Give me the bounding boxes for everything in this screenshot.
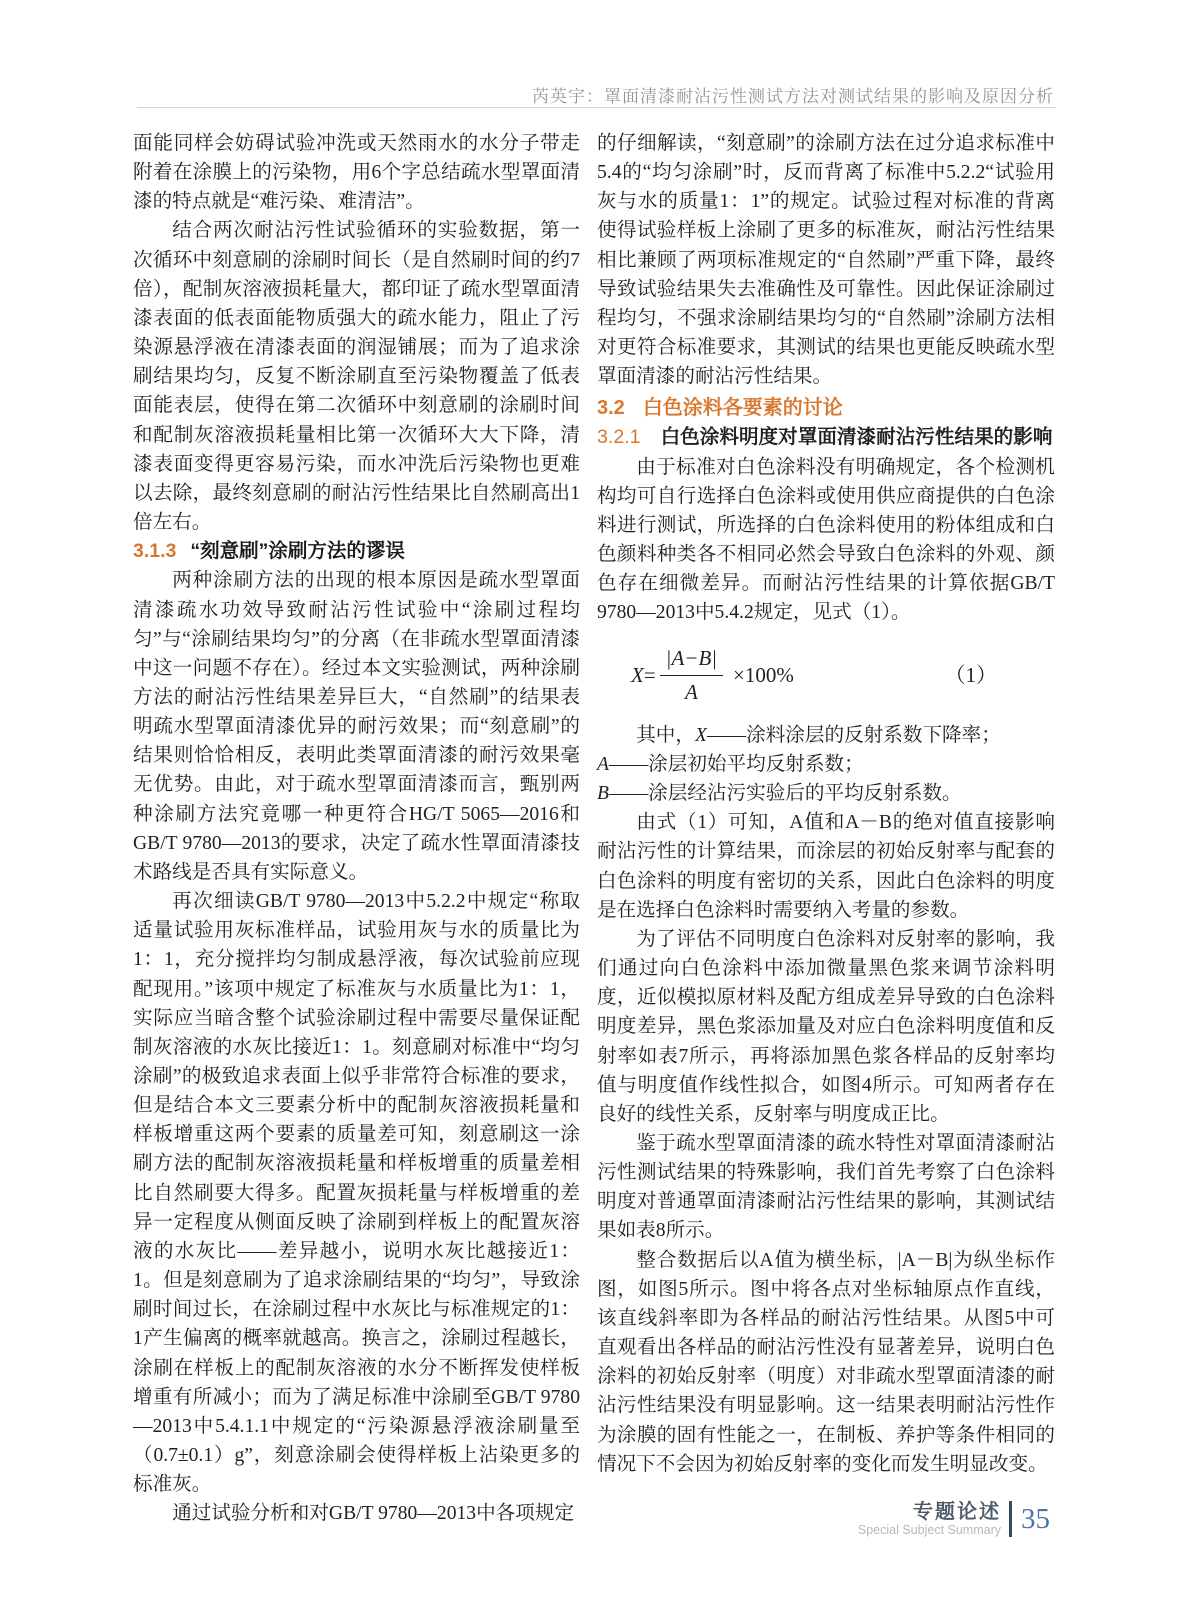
section-title: 白色涂料明度对罩面清漆耐沾污性结果的影响 [660,427,1053,449]
formula-definition-line [597,750,1055,779]
equation-multiplier: ×100% [733,662,794,687]
definition-variable: B [597,783,609,805]
header-rule [137,107,1056,108]
section-heading-3-1-3 [133,537,580,566]
section-number: 3.2 [597,397,625,420]
equation-1 [597,644,1055,707]
definition-prefix: 其中， [636,724,695,746]
paragraph: 由于标准对白色涂料没有明确规定，各个检测机构均可自行选择白色涂料或使用供应商提供的白色涂料进行测试，所选择的白色涂料使用的粉体组成和白色颜料种类各不相同必然会导致白色涂料的外观、颜色存在细微差异。而耐沾污性结果的计算依据GB/T 9780—2013中5.4.2规定，见式（1）。 [597,456,1055,624]
definition-text: ——涂层初始平均反射系数； [608,753,864,775]
footer-divider-bar [1009,1501,1012,1537]
left-column [133,129,580,1529]
footer-section-labels [858,1501,1001,1538]
formula-definition-line [597,779,1055,808]
definition-variable: X [694,724,707,746]
fraction-numerator: |A−B| [660,644,723,676]
definition-variable: A [597,753,609,775]
equation-label: （1） [944,662,997,687]
section-title: “刻意刷”涂刷方法的谬误 [190,540,405,563]
section-number: 3.2.1 [597,426,641,449]
footer-section-name-cn: 专题论述 [913,1501,1001,1523]
section-heading-3-2-1 [597,423,1055,452]
paragraph: 由式（1）可知，A值和A－B的绝对值直接影响耐沾污性的计算结果，而涂层的初始反射率与配套的白色涂料的明度有密切的关系，因此白色涂料的明度是在选择白色涂料时需要纳入考量的参数。 [597,812,1055,921]
paragraph: 通过试验分析和对GB/T 9780—2013中各项规定 [172,1503,575,1525]
right-column [597,129,1055,1479]
paragraph: 的仔细解读，“刻意刷”的涂刷方法在过分追求标准中5.4的“均匀涂刷”时，反而背离了标准中5.2.2“试验用灰与水的质量1：1”的规定。试验过程对标准的背离使得试验样板上涂刷了更多的标准灰，耐沾污性结果相比兼顾了两项标准规定的“自然刷”严重下降，最终导致试验结果失去准确性及可靠性。因此保证涂刷过程均匀，不强求涂刷结果均匀的“自然刷”涂刷方法相对更符合标准要求，其测试的结果也更能反映疏水型罩面清漆的耐沾污性结果。 [597,133,1055,388]
equation-equals: = [643,662,656,687]
footer-section-name-en: Special Subject Summary [857,1523,1001,1537]
paragraph: 结合两次耐沾污性试验循环的实验数据，第一次循环中刻意刷的涂刷时间长（是自然刷时间的约7倍），配制灰溶液损耗量大，都印证了疏水型罩面清漆表面的低表面能物质强大的疏水能力，阻止了污染源悬浮液在清漆表面的润湿铺展；而为了追求涂刷结果均匀，反复不断涂刷直至污染物覆盖了低表面能表层，使得在第二次循环中刻意刷的涂刷时间和配制灰溶液损耗量相比第一次循环大大下降，清漆表面变得更容易污染，而水冲洗后污染物也更难以去除，最终刻意刷的耐沾污性结果比自然刷高出1倍左右。 [133,220,580,534]
paragraph: 鉴于疏水型罩面清漆的疏水特性对罩面清漆耐沾污性测试结果的特殊影响，我们首先考察了白色涂料明度对普通罩面清漆耐沾污性结果的影响，其测试结果如表8所示。 [597,1133,1055,1242]
page-number: 35 [1021,1503,1050,1535]
running-header-title: 芮英宇：罩面清漆耐沾污性测试方法对测试结果的影响及原因分析 [532,87,1054,106]
section-title: 白色涂料各要素的讨论 [642,397,843,420]
paragraph: 为了评估不同明度白色涂料对反射率的影响，我们通过向白色涂料中添加微量黑色浆来调节涂料明度，近似模拟原材料及配方组成差异导致的白色涂料明度差异，黑色浆添加量及对应白色涂料明度值和反射率如表7所示，再将添加黑色浆各样品的反射率均值与明度值作线性拟合，如图4所示。可知两者存在良好的线性关系，反射率与明度成正比。 [597,928,1055,1125]
definition-text: ——涂料涂层的反射系数下降率； [706,724,1001,746]
fraction-denominator: A [684,679,698,704]
paragraph: 面能同样会妨碍试验冲洗或天然雨水的水分子带走附着在涂膜上的污染物，用6个字总结疏水型罩面清漆的特点就是“难污染、难清洁”。 [133,133,580,213]
paragraph: 整合数据后以A值为横坐标，|A－B|为纵坐标作图，如图5所示。图中将各点对坐标轴原点作直线，该直线斜率即为各样品的耐沾污性结果。从图5中可直观看出各样品的耐沾污性没有显著差异，说明白色涂料的初始反射率（明度）对非疏水型罩面清漆的耐沾污性结果没有明显影响。这一结果表明耐沾污性作为涂膜的固有性能之一，在制板、养护等条件相同的情况下不会因为初始反射率的变化而发生明显改变。 [597,1249,1055,1475]
equation-fraction [660,644,723,707]
section-number: 3.1.3 [133,540,177,563]
page-footer [858,1501,1050,1538]
paragraph: 再次细读GB/T 9780—2013中5.2.2中规定“称取适量试验用灰标准样品，试验用灰与水的质量比为1：1，充分搅拌均匀制成悬浮液，每次试验前应现配现用。”该项中规定了标准灰与水质量比为1：1，实际应当暗含整个试验涂刷过程中需要尽量保证配制灰溶液的水灰比接近1：1。刻意刷对标准中“均匀涂刷”的极致追求表面上似乎非常符合标准的要求，但是结合本文三要素分析中的配制灰溶液损耗量和样板增重这两个要素的质量差可知，刻意刷这一涂刷方法的配制灰溶液损耗量和样板增重的质量差相比自然刷要大得多。配置灰损耗量与样板增重的差异一定程度从侧面反映了涂刷到样板上的配置灰溶液的水灰比——差异越小，说明水灰比越接近1：1。但是刻意刷为了追求涂刷结果的“均匀”，导致涂刷时间过长，在涂刷过程中水灰比与标准规定的1：1产生偏离的概率就越高。换言之，涂刷过程越长，涂刷在样板上的配制灰溶液的水分不断挥发使样板增重有所减小；而为了满足标准中涂刷至GB/T 9780—2013中5.4.1.1中规定的“污染源悬浮液涂刷量至（0.7±0.1）g”，刻意涂刷会使得样板上沾染更多的标准灰。 [133,891,580,1496]
equation-lhs: X [631,662,644,687]
paragraph: 两种涂刷方法的出现的根本原因是疏水型罩面清漆疏水功效导致耐沾污性试验中“涂刷过程均匀”与“涂刷结果均匀”的分离（在非疏水型罩面清漆中这一问题不存在）。经过本文实验测试，两种涂刷方法的耐沾污性结果差异巨大，“自然刷”的结果表明疏水型罩面清漆优异的耐污效果；而“刻意刷”的结果则恰恰相反，表明此类罩面清漆的耐污效果毫无优势。由此，对于疏水型罩面清漆而言，甄别两种涂刷方法究竟哪一种更符合HG/T 5065—2016和GB/T 9780—2013的要求，决定了疏水性罩面清漆技术路线是否具有实际意义。 [133,570,580,883]
definition-text: ——涂层经沾污实验后的平均反射系数。 [608,783,962,805]
section-heading-3-2 [597,393,1055,423]
formula-definition-line [597,721,1055,750]
